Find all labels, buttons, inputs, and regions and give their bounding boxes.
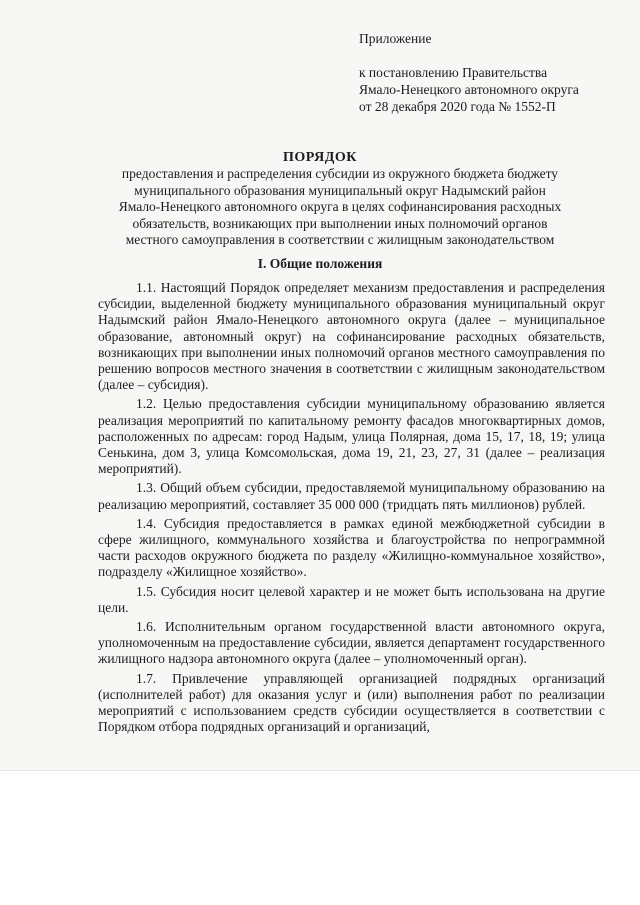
subtitle-line: местного самоуправления в соответствии с жилищным законодательством [125,232,555,248]
appendix-line-1: к постановлению Правительства [359,65,548,80]
appendix-line-3: от 28 декабря 2020 года № 1552-П [359,99,556,114]
appendix-line-2: Ямало-Ненецкого автономного округа [359,82,579,97]
paragraph-1-6: 1.6. Исполнительным органом государственной власти автономного округа, уполномоченным на предоставление субсидии, является департамент государственного жилищного надзора автономного округа (далее – уполномоченный орган). [98,619,605,667]
paragraph-1-4: 1.4. Субсидия предоставляется в рамках единой межбюджетной субсидии в сфере жилищного, коммунального хозяйства и благоустройства по непрограммной части расходов окружного бюджета по разделу «Жилищно-коммунальное хозяйство», подразделу «Жилищное хозяйство». [98,515,605,580]
paragraph-1-5: 1.5. Субсидия носит целевой характер и не может быть использована на другие цели. [98,583,605,615]
paragraph-1-3: 1.3. Общий объем субсидии, предоставляемой муниципальному образованию на реализацию мероприятий, составляет 35 000 000 (тридцать пять миллионов) рублей. [98,480,605,512]
subtitle-line: предоставления и распределения субсидии из окружного бюджета бюджету [121,166,559,181]
section-heading: I. Общие положения [257,256,383,271]
subtitle-line: Ямало-Ненецкого автономного округа в целях софинансирования расходных [118,199,562,215]
paragraph-1-7: 1.7. Привлечение управляющей организацией подрядных организаций (исполнителей работ) для оказания услуг и (или) выполнения работ по реализации мероприятий с использованием средств субсидии осуществляется в соответствии с Порядком отбора подрядных организаций и организаций, [98,670,605,735]
document-body [98,280,605,735]
appendix-label: Приложение [359,31,432,46]
subtitle-line: обязательств, возникающих при выполнении иных полномочий органов [132,215,548,231]
paragraph-1-2: 1.2. Целью предоставления субсидии муниципальному образованию является реализация мероприятий по капитальному ремонту фасадов многоквартирных домов, расположенных по адресам: город Надым, улица Полярная, дома 15, 17, 18, 19; улица Сенькина, дом 3, улица Комсомольская, дома 19, 21, 23, 27, 31 (далее – реализация мероприятий). [98,396,605,477]
paragraph-1-1: 1.1. Настоящий Порядок определяет механизм предоставления и распределения субсидии, выделенной бюджету муниципального образования муниципальный округ Надымский район Ямало-Ненецкого автономного округа (далее – муниципальное образование, автономный округ) на софинансирование расходных обязательств, возникающих при выполнении иных полномочий органов местного самоуправления по решению вопросов местного значения в соответствии с жилищным законодательством (далее – субсидия). [98,280,605,393]
document-subtitle [80,166,600,249]
document-title: ПОРЯДОК [283,150,357,165]
appendix-block [359,30,579,115]
subtitle-line: муниципального образования муниципальный округ Надымский район [134,182,546,198]
